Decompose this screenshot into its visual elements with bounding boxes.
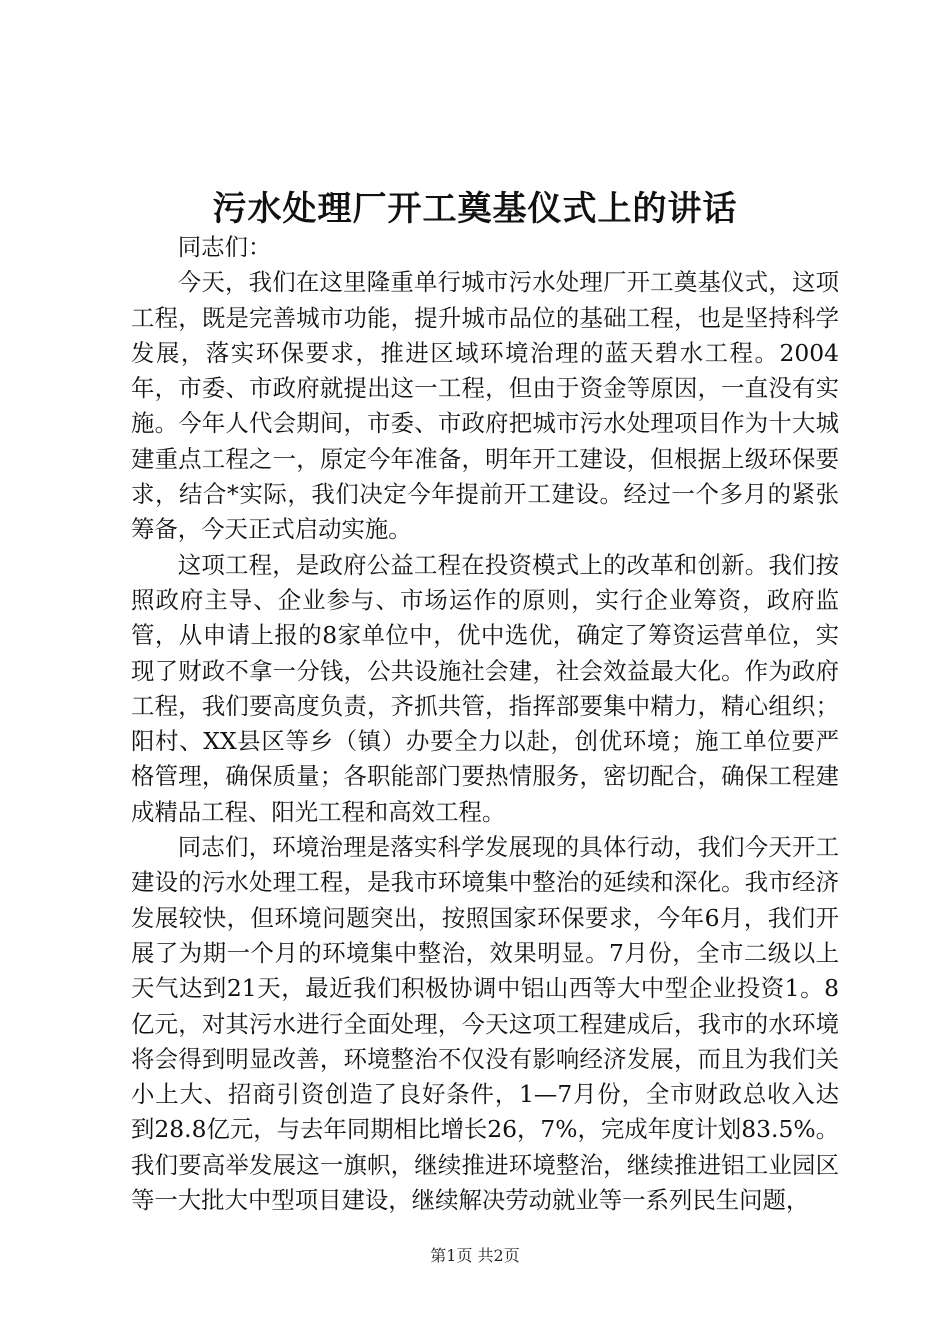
document-title: 污水处理厂开工奠基仪式上的讲话: [212, 189, 738, 229]
salutation-paragraph: 同志们：: [177, 233, 272, 261]
page-number-footer: 第1页 共2页: [430, 1246, 520, 1265]
document-body: [131, 230, 839, 1218]
body-paragraph: 同志们，环境治理是落实科学发展现的具体行动，我们今天开工建设的污水处理工程，是我市环境集中整治的延续和深化。我市经济发展较快，但环境问题突出，按照国家环保要求，今年6月，我们开展了为期一个月的环境集中整治，效果明显。7月份，全市二级以上天气达到21天，最近我们积极协调中铝山西等大中型企业投资1。8亿元，对其污水进行全面处理，今天这项工程建成后，我市的水环境将会得到明显改善，环境整治不仅没有影响经济发展，而且为我们关小上大、招商引资创造了良好条件，1—7月份，全市财政总收入达到28.8亿元，与去年同期相比增长26，7%，完成年度计划83.5%。我们要高举发展这一旗帜，继续推进环境整治，继续推进铝工业园区等一大批大中型项目建设，继续解决劳动就业等一系列民生问题，: [131, 833, 839, 1215]
body-paragraph: 这项工程，是政府公益工程在投资模式上的改革和创新。我们按照政府主导、企业参与、市场运作的原则，实行企业筹资，政府监管，从申请上报的8家单位中，优中选优，确定了筹资运营单位，实现了财政不拿一分钱，公共设施社会建，社会效益最大化。作为政府工程，我们要高度负责，齐抓共管，指挥部要集中精力，精心组织；阳村、XX县区等乡（镇）办要全力以赴，创优环境；施工单位要严格管理，确保质量；各职能部门要热情服务，密切配合，确保工程建成精品工程、阳光工程和高效工程。: [131, 550, 839, 826]
body-paragraph: 今天，我们在这里隆重单行城市污水处理厂开工奠基仪式，这项工程，既是完善城市功能，提升城市品位的基础工程，也是坚持科学发展，落实环保要求，推进区域环境治理的蓝天碧水工程。2004年，市委、市政府就提出这一工程，但由于资金等原因，一直没有实施。今年人代会期间，市委、市政府把城市污水处理项目作为十大城建重点工程之一，原定今年准备，明年开工建设，但根据上级环保要求，结合*实际，我们决定今年提前开工建设。经过一个多月的紧张筹备，今天正式启动实施。: [131, 268, 839, 544]
